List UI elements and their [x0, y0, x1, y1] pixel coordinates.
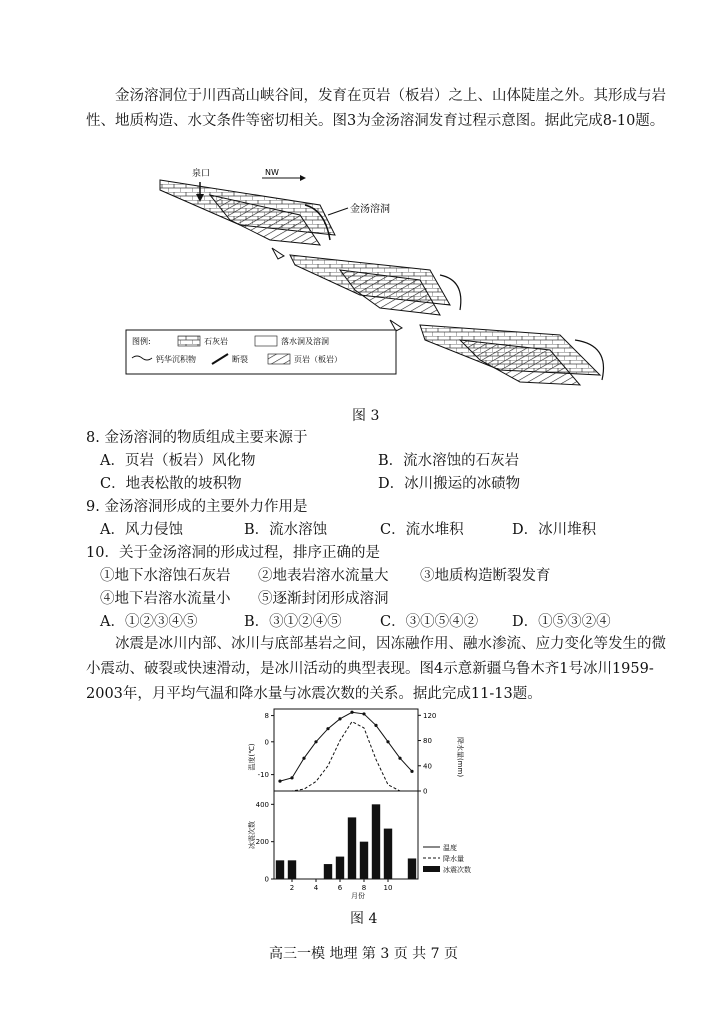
- q10-option-b: B．③①②④⑤: [244, 614, 342, 630]
- temperature-point: [326, 727, 329, 730]
- figure-4-caption: 图 4: [350, 911, 378, 927]
- legend-calcium: 钙华沉积物: [156, 355, 196, 364]
- temperature-point: [302, 757, 305, 760]
- quake-tick-label: 0: [264, 875, 269, 884]
- diagram-stage-2: [290, 255, 461, 315]
- precip-tick-label: 40: [423, 762, 432, 771]
- ice-quake-bar: [384, 829, 392, 879]
- diagram-stage-1: [160, 167, 390, 245]
- temperature-point: [338, 717, 341, 720]
- q10-option-c: C．③①⑤④②: [380, 614, 479, 630]
- figure-3-legend: [126, 330, 396, 374]
- question-8-stem: 8. 金汤溶洞的物质组成主要来源于: [86, 430, 308, 446]
- precip-axis-label: 降水量(mm): [456, 736, 464, 778]
- temp-tick-label: 0: [264, 738, 269, 747]
- legend-waterfall: 落水洞及溶洞: [281, 337, 329, 346]
- q10-item-4: ④地下岩溶水流量小: [100, 591, 231, 607]
- temperature-point: [314, 740, 317, 743]
- quake-axis-label: 冰震次数: [248, 821, 256, 849]
- legend-limestone: 石灰岩: [204, 337, 228, 346]
- diagram-stage-3: [420, 325, 603, 385]
- x-tick-label: 8: [361, 884, 367, 892]
- legend-quake: 冰震次数: [443, 866, 471, 874]
- figure-3-karst-diagram: [120, 160, 620, 395]
- q8-option-b: B．流水溶蚀的石灰岩: [378, 453, 520, 469]
- direction-label: NW: [265, 168, 279, 177]
- legend-precip: 降水量: [443, 855, 464, 863]
- temperature-point: [362, 712, 365, 715]
- spring-label: 泉口: [192, 169, 211, 179]
- q10-item-1: ①地下水溶蚀石灰岩: [100, 568, 231, 584]
- temperature-point: [278, 780, 281, 783]
- ice-quake-bar: [276, 860, 284, 879]
- temperature-point: [350, 711, 353, 714]
- precipitation-line: [280, 722, 412, 791]
- legend-fault: 断裂: [232, 355, 248, 364]
- q9-option-a: A．风力侵蚀: [100, 522, 183, 538]
- legend-temp: 温度: [443, 844, 457, 852]
- quake-tick-label: 400: [255, 800, 269, 809]
- precip-tick-label: 120: [423, 711, 437, 720]
- top-panel-frame: [274, 709, 418, 791]
- temp-tick-label: -10: [257, 771, 269, 780]
- question-10-stem: 10．关于金汤溶洞的形成过程，排序正确的是: [86, 545, 380, 561]
- legend-shale: 页岩（板岩）: [294, 355, 342, 364]
- temperature-point: [410, 770, 413, 773]
- ice-quake-bar: [324, 864, 332, 879]
- ice-quake-bar: [408, 858, 416, 879]
- q8-option-c: C．地表松散的坡积物: [100, 476, 242, 492]
- fig4-legend: [423, 843, 471, 874]
- ice-quake-bar: [288, 860, 296, 879]
- temperature-line: [280, 712, 412, 781]
- intro-paragraph-1: 金汤溶洞位于川西高山峡谷间，发育在页岩（板岩）之上、山体陡崖之外。其形成与岩性、地质构造、水文条件等密切相关。图3为金汤溶洞发育过程示意图。据此完成8-10题。: [86, 88, 666, 129]
- cave-label: 金汤溶洞: [350, 204, 390, 215]
- precip-tick-label: 80: [423, 737, 432, 746]
- q9-option-d: D．冰川堆积: [512, 522, 597, 538]
- q9-option-c: C．流水堆积: [380, 522, 464, 538]
- temperature-point: [290, 776, 293, 779]
- ice-quake-bar: [360, 842, 368, 879]
- q8-option-d: D．冰川搬运的冰碛物: [378, 476, 521, 492]
- ice-quake-bar: [372, 804, 380, 879]
- temp-axis-label: 温度(℃): [248, 743, 256, 771]
- temperature-point: [398, 757, 401, 760]
- q10-item-5: ⑤逐渐封闭形成溶洞: [258, 591, 389, 607]
- temp-tick-label: 8: [264, 712, 269, 721]
- q8-option-a: A．页岩（板岩）风化物: [100, 453, 256, 469]
- ice-quake-bar: [348, 817, 356, 879]
- figure-4-chart: [240, 705, 490, 905]
- q10-option-a: A．①②③④⑤: [100, 614, 198, 630]
- figure-3-caption: 图 3: [352, 408, 380, 424]
- q10-option-d: D．①⑤③②④: [512, 614, 611, 630]
- q9-option-b: B．流水溶蚀: [244, 522, 328, 538]
- legend-title: 图例:: [132, 337, 151, 346]
- question-9-stem: 9. 金汤溶洞形成的主要外力作用是: [86, 499, 308, 515]
- temperature-point: [386, 740, 389, 743]
- x-axis-label: 月份: [351, 892, 365, 900]
- x-tick-label: 10: [383, 884, 393, 892]
- q10-item-3: ③地质构造断裂发育: [420, 568, 551, 584]
- precip-tick-label: 0: [423, 787, 428, 796]
- ice-quake-bar: [336, 857, 344, 879]
- x-tick-label: 6: [337, 884, 343, 892]
- temperature-point: [374, 724, 377, 727]
- q10-item-2: ②地表岩溶水流量大: [258, 568, 389, 584]
- x-tick-label: 4: [313, 884, 319, 892]
- quake-tick-label: 200: [255, 838, 269, 847]
- x-tick-label: 2: [289, 884, 295, 892]
- intro-paragraph-2: 冰震是冰川内部、冰川与底部基岩之间，因冻融作用、融水渗流、应力变化等发生的微小震动、破裂或快速滑动，是冰川活动的典型表现。图4示意新疆乌鲁木齐1号冰川1959-2003年，月平均气温和降水量与冰震次数的关系。据此完成11-13题。: [86, 636, 666, 702]
- page-footer: 高三一模 地理 第 3 页 共 7 页: [269, 946, 458, 962]
